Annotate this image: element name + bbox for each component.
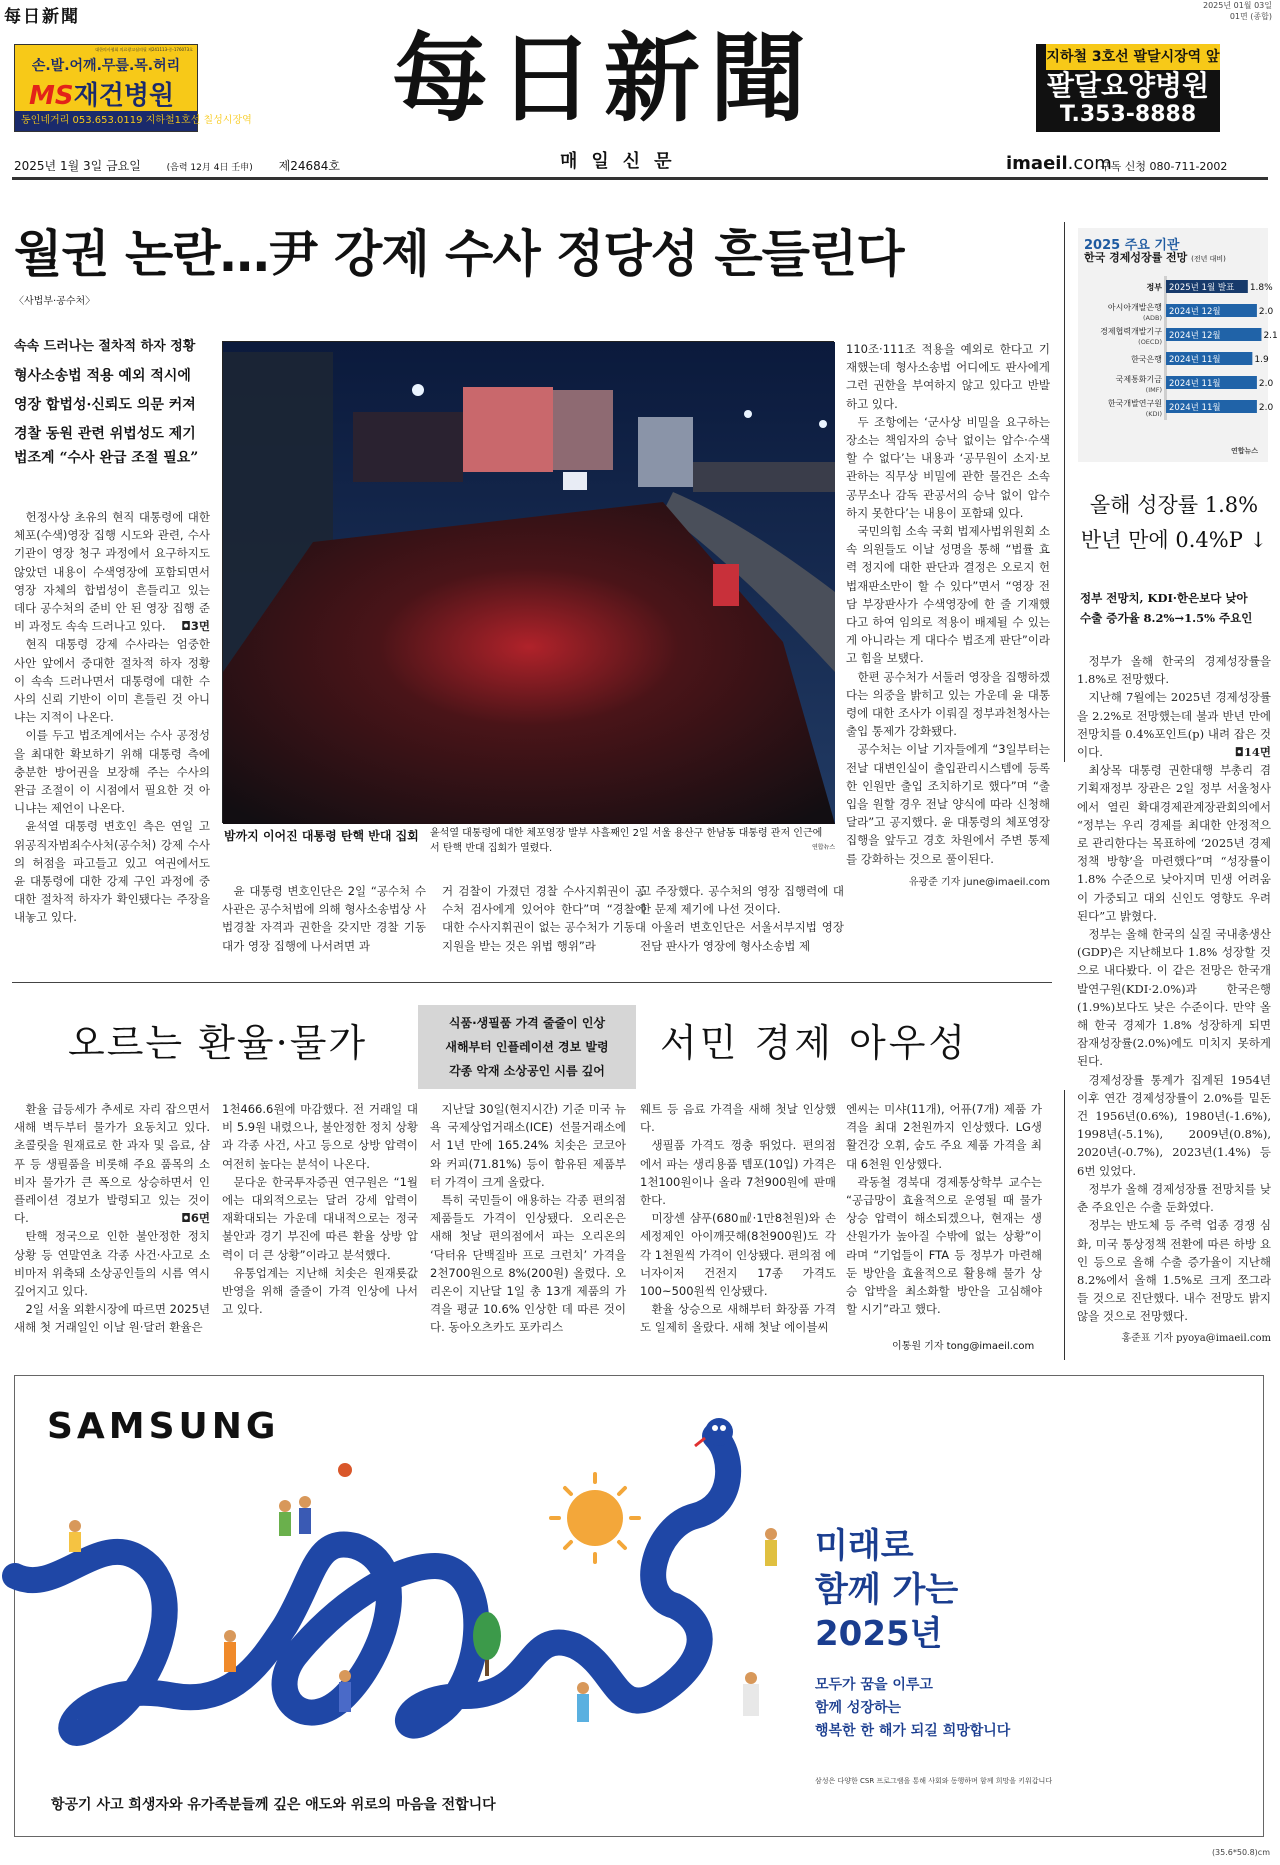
- ad-brand-ms: MS: [29, 81, 74, 111]
- ad-brand-name: 재건병원: [73, 81, 175, 111]
- chart-category-label: 국제통화기금: [1115, 375, 1162, 384]
- chart-title-text: 2025 주요 기관: [1084, 238, 1180, 253]
- chart-category-abbr: (KDI): [1145, 410, 1162, 418]
- street-light: [819, 420, 827, 428]
- edition-page: 01면 (종합): [1229, 12, 1272, 21]
- story2-subhead-box: [418, 1005, 636, 1089]
- paragraph: 공수처는 이날 기자들에게 “3일부터는 전날 대변인실이 출입관리시스템에 등록한 인원만 출입 조치하기로 했다”며 “출입을 원할 경우 전날 양식에 따라 신청해 달라”고 공지했다. 윤 대통령의 체포영장 집행을 앞두고 경호 차원에서 주변 통제를 강화하는 것으로 풀이된다.: [846, 742, 1050, 866]
- chart-value-label: 1.9: [1254, 355, 1269, 365]
- paragraph: 최상목 대통령 권한대행 부총리 겸 기획재정부 장관은 2일 정부 서울청사에서 열린 확대경제관계장관회의에서 “정부는 우리 경제를 최대한 안정적으로 관리한다는 목표하에 ‘2025년 경제정책 방향’을 마련했다”며 “성장률이 1.8% 수준으로 낮아지며 민생 어려움이 가중되고 대외 신인도 영향도 우려된다”고 밝혔다.: [1077, 763, 1271, 923]
- publish-date: 2025년 1월 3일 금요일: [14, 159, 141, 173]
- chart-value-label: 2.0: [1258, 307, 1274, 317]
- paragraph: 미장센 샴푸(680㎖·1만8천원)와 손세정제인 아이깨끗해(8천900원)도 각각 1천원씩 가격이 인상됐다. 편의점 에너자이저 건전지 17종 가격도 100~500원씩 인상됐다.: [640, 1211, 836, 1299]
- street-light: [744, 410, 752, 418]
- paragraph-text: 지난해 7월에는 2025년 경제성장률을 2.2%로 전망했는데 불과 반년 만에 전망치를 0.4%포인트(p) 내려 잡은 것이다.: [1077, 690, 1271, 760]
- chart-value-label: 2.0: [1258, 379, 1274, 389]
- snake-eye: [712, 1425, 718, 1431]
- issue-number: 제24684호: [278, 159, 340, 173]
- paragraph-text: 헌정사상 초유의 현직 대통령에 대한 체포(수색)영장 집행 시도와 관련, 수사기관이 영장 청구 과정에서 요구하지도 않았던 내용이 수색영장에 포함되면서 영장 자체의 합법성이 흔들리고 있는 데다 공수처의 준비 안 된 영장 집행 준비 과정도 속속 드러나고 있다.: [14, 510, 210, 634]
- chart-category-abbr: (IMF): [1145, 386, 1162, 394]
- ad-tagline: 손.발.어깨.무릎.목.허리: [31, 58, 181, 74]
- paragraph: 곽동철 경북대 경제통상학부 교수는 “공급망이 효율적으로 운영될 때 물가 상승 압력이 해소되겠으나, 현재는 생산원가가 높아질 수밖에 없는 상황”이라며 “기업들이 FTA 등 정부가 마련해 둔 방안을 효율적으로 활용해 물가 상승 압박을 최소화할 방안을 고심해야 할 시기”라고 했다.: [846, 1174, 1042, 1317]
- econ-subhead: [1080, 588, 1272, 628]
- column-divider: [1064, 222, 1065, 762]
- lead-headline[interactable]: 월권 논란…尹 강제 수사 정당성 흔들린다: [14, 225, 904, 283]
- ad-contact: 동인네거리 053.653.0119 지하철1호선 칠성시장역: [15, 111, 197, 131]
- site-name: imaeil: [1006, 153, 1068, 174]
- lunar-date: (음력 12月 4日 壬申): [166, 163, 253, 173]
- paragraph: 지난달 30일(현지시간) 기준 미국 뉴욕 국제상업거래소(ICE) 선물거래소에서 1년 만에 165.24% 치솟은 코코아와 커피(71.81%) 등이 함유된 제품부터 가격이 크게 올랐다.: [430, 1102, 626, 1189]
- building: [638, 417, 693, 487]
- samsung-ad[interactable]: [14, 1375, 1264, 1837]
- chart-bar-label: 2024년 11월: [1169, 403, 1221, 413]
- rally-photo[interactable]: [222, 341, 834, 823]
- paragraph: 거 검찰이 가졌던 경찰 수사지휘권이 공수처 검사에게 있어야 한다”며 “경찰에 대한 수사지휘권이 없는 공수처가 기동대 지원을 받는 것은 위법 행위”라: [442, 884, 646, 953]
- chart-category-label: 한국은행: [1131, 355, 1162, 364]
- chart-bar-label: 2024년 12월: [1169, 307, 1221, 317]
- chart-subtitle-note: (전년 대비): [1191, 255, 1226, 263]
- chart-value-label: 2.1: [1263, 331, 1278, 341]
- econ-subhead-line: 수출 증가율 8.2%→1.5% 주요인: [1080, 611, 1253, 625]
- page-ref[interactable]: ◘6면: [181, 1211, 210, 1226]
- econ-headline-line: 반년 만에 0.4%P ↓: [1080, 528, 1268, 552]
- masthead-subtitle: 매일신문: [560, 151, 686, 172]
- paragraph: 현직 대통령 강제 수사라는 엄중한 사안 앞에서 중대한 절차적 하자 정황이 속속 드러나면서 대통령에 대한 수사의 신뢰 기반이 이미 흔들린 것 아니냐는 지적이 나온다.: [14, 637, 210, 725]
- site-tld: .com: [1067, 153, 1112, 174]
- sun-icon: [551, 1474, 639, 1562]
- paragraph: 특히 국민들이 애용하는 각종 편의점 제품들도 가격이 인상됐다. 오리온은 새해 첫날 편의점에서 파는 오리온의 ‘닥터유 단백질바 프로 크런치’ 가격을 2천700원으로 8%(200원) 올렸다. 오리온이 지난달 1일 총 13개 제품의 가격을 평균 10.6% 인상한 데 따른 것이다. 동아오츠카도 포카리스: [430, 1193, 626, 1335]
- lead-subhead-2: [14, 362, 196, 449]
- paragraph: 생필품 가격도 껑충 뛰었다. 편의점에서 파는 생리용품 템포(10입) 가격은 1천100원이나 올라 7천900원에 판매한다.: [640, 1138, 836, 1208]
- paragraph-text: 환율 급등세가 추세로 자리 잡으면서 새해 벽두부터 물가가 요동치고 있다. 초콜릿을 원재료로 한 과자 및 음료, 샴푸 등 생필품을 비롯해 주요 품목의 소비자 물가가 큰 폭으로 상승하면서 인플레이션 경보가 발령되고 있는 것이다.: [14, 1102, 210, 1226]
- chart-value-label: 2.0: [1258, 403, 1274, 413]
- paragraph: 국민의힘 소속 국회 법제사법위원회 소속 의원들도 이날 성명을 통해 “법률 효력 정지에 대한 판단과 결정은 오로지 헌법재판소만이 할 수 있다”면서 “영장 전담 부장판사가 수색영장에 한 줄 기재했다고 하여 임의로 적용이 배제될 수 있는 게 아니라는 게 대다수 법조계 판단”이라고 힘을 보탰다.: [846, 524, 1050, 666]
- paragraph: 이를 두고 법조계에서는 수사 공정성을 최대한 확보하기 위해 대통령 측에 충분한 방어권을 보장해 주는 수사의 완급 조절이 이 시점에서 필요한 것 아니냐는 제언이 나온다.: [14, 728, 210, 816]
- story2-column-3: [430, 1100, 626, 1337]
- econ-headline[interactable]: [1076, 488, 1272, 558]
- econ-headline-line: 올해 성장률 1.8%: [1089, 493, 1259, 517]
- paragraph: 환율 상승으로 새해부터 화장품 가격도 일제히 올랐다. 새해 첫날 에이블씨: [640, 1302, 836, 1335]
- chart-subtitle-text: 한국 경제성장률 전망: [1084, 251, 1188, 264]
- masthead-rule: [12, 177, 1268, 180]
- chart-category-label: 아시아개발은행: [1107, 303, 1162, 312]
- chart-value-label: 1.8%: [1249, 283, 1273, 293]
- ad-paldal-hospital[interactable]: [1036, 44, 1220, 132]
- ad-ms-hospital[interactable]: [14, 44, 252, 132]
- paragraph: 유통업계는 지난해 치솟은 원재룟값 반영을 위해 줄줄이 가격 인상에 나서고 있다.: [222, 1265, 418, 1317]
- story2-subhead-line: 식품·생필품 가격 줄줄이 인상: [448, 1016, 606, 1030]
- ad-brand: [29, 75, 174, 112]
- lead-mid-column-2: [442, 882, 646, 955]
- samsung-fine-print: 삼성은 다양한 CSR 프로그램을 통해 사회와 동행하며 함께 희망을 키워갑니다: [815, 1777, 1053, 1785]
- photo-caption-title: 밤까지 이어진 대통령 탄핵 반대 집회: [224, 829, 419, 843]
- ad-size-note: (35.6*50.8)cm: [1211, 1848, 1270, 1857]
- samsung-headline-line: 2025년: [815, 1614, 943, 1654]
- ad-fine-print: 대한의사협회 의료광고심의필 제241113-중-176073호: [95, 47, 193, 52]
- dept-tag: 〈사법부·공수처〉: [14, 296, 96, 307]
- paragraph: 110조·111조 적용을 예외로 한다고 기재했는데 형사소송법 어디에도 판사에게 그런 권한을 부여하지 않고 있다고 반발하고 있다.: [846, 342, 1050, 411]
- chart-plot: [1078, 268, 1278, 448]
- column-divider: [1064, 1090, 1065, 1360]
- lead-mid-column-1: [222, 882, 426, 955]
- paragraph: 정부가 올해 한국의 경제성장률을 1.8%로 전망했다.: [1077, 654, 1271, 687]
- chart-bar-label: 2024년 11월: [1169, 379, 1221, 389]
- paragraph: 경제성장률 통계가 집계된 1954년 이후 연간 경제성장률이 2.0%를 밑돈 건 1956년(0.6%), 1980년(-1.6%), 1998년(-5.1%), 2009년(0.8%), 2020년(-0.7%), 2023년(1.4%) 등 6번 있었다.: [1077, 1072, 1271, 1178]
- story2-column-2: [222, 1100, 418, 1318]
- ad-location: 지하철 3호선 팔달시장역 앞: [1046, 44, 1220, 70]
- ad-phone: T.353-8888: [1059, 102, 1197, 127]
- samsung-subcopy: [815, 1674, 1010, 1743]
- edition-meta: [1203, 0, 1272, 22]
- paragraph: 고 주장했다. 공수처의 영장 집행력에 대한 문제 제기에 나선 것이다.: [640, 884, 844, 917]
- snake-head: [705, 1418, 733, 1446]
- section-rule: [12, 982, 1052, 983]
- paragraph: [1077, 688, 1271, 761]
- paragraph: 한편 공수처가 서둘러 영장을 집행하겠다는 의중을 밝히고 있는 가운데 윤 대통령에 대한 조사가 이뤄질 정부과천청사는 출입 통제가 강화됐다.: [846, 669, 1050, 739]
- byline: 홍준표 기자 pyoya@imaeil.com: [1121, 1332, 1271, 1344]
- ad-hospital-name: 팔달요양병원: [1046, 69, 1210, 102]
- lead-subhead-line: 형사소송법 적용 예외 적시에: [14, 368, 191, 384]
- story2-subhead-line: 각종 악재 소상공인 시름 깊어: [449, 1064, 605, 1078]
- story2-column-5: [846, 1100, 1042, 1318]
- page-ref[interactable]: ◘14면: [1234, 745, 1271, 760]
- photo-caption: 윤석열 대통령에 대한 체포영장 발부 사흘째인 2일 서울 용산구 한남동 대통령 관저 인근에서 탄핵 반대 집회가 열렸다.: [430, 828, 823, 854]
- basketball-icon: [338, 1463, 352, 1477]
- chart-bar-label: 2024년 12월: [1169, 331, 1221, 341]
- samsung-headline: [815, 1524, 958, 1656]
- chart-category-label: 경제협력개발기구: [1100, 327, 1162, 336]
- samsung-subcopy-line: 모두가 꿈을 이루고: [815, 1677, 933, 1693]
- growth-forecast-chart: [1078, 228, 1278, 462]
- paragraph: 탄핵 정국으로 인한 불안정한 정치 상황 등 연말연초 각종 사건·사고로 소비마저 위축돼 소상공인들의 시름 역시 깊어지고 있다.: [14, 1229, 210, 1299]
- paragraph: [14, 508, 210, 635]
- paragraph: 문다운 한국투자증권 연구원은 “1월에는 대외적으로는 달러 강세 압력이 재확대되는 가운데 대내적으로는 정국 불안과 경기 부진에 따른 환율 상방 압력이 더 큰 상황”이라고 분석했다.: [222, 1174, 418, 1262]
- chart-bar-label: 2024년 11월: [1169, 355, 1221, 365]
- building: [463, 387, 553, 472]
- story2-column-4: [640, 1100, 836, 1337]
- page-ref[interactable]: ◘3면: [181, 619, 210, 634]
- lead-subhead-line: 영장 합법성·신뢰도 의문 커져: [14, 397, 196, 413]
- lead-mid-column-3: [640, 882, 844, 955]
- chart-category-abbr: (ADB): [1143, 314, 1162, 322]
- mourning-message: 항공기 사고 희생자와 유가족분들께 깊은 애도와 위로의 마음을 전합니다: [51, 1797, 496, 1813]
- chart-category-abbr: (OECD): [1138, 338, 1162, 346]
- samsung-headline-line: 미래로: [815, 1526, 914, 1566]
- lead-left-column: [14, 508, 210, 927]
- subscribe-info: 구독 신청 080-711-2002: [1100, 160, 1228, 173]
- chart-axis: [1164, 276, 1167, 420]
- paragraph: 엔씨는 미샤(11개), 어퓨(7개) 제품 가격을 최대 2천원까지 인상했다. LG생활건강 오휘, 숨도 주요 제품 가격을 최대 6천원 인상했다.: [846, 1102, 1042, 1171]
- paragraph: 정부가 올해 경제성장률 전망치를 낮춘 주요인은 수출 둔화였다.: [1077, 1181, 1271, 1215]
- paragraph: 웨트 등 음료 가격을 새해 첫날 인상했다.: [640, 1102, 836, 1135]
- story2-column-1: [14, 1100, 210, 1337]
- econ-body: [1077, 652, 1271, 1348]
- ribbon-path: [15, 1436, 728, 1733]
- paragraph: 아울러 변호인단은 서울서부지법 영장 전담 판사가 영장에 형사소송법 제: [640, 920, 844, 953]
- rally-photo-image: [223, 342, 835, 824]
- chart-source: 연합뉴스: [1230, 447, 1258, 455]
- chart-category-label: 정부: [1146, 283, 1162, 292]
- chart-bar-label: 2025년 1월 발표: [1169, 283, 1235, 293]
- overpass: [693, 462, 835, 492]
- paragraph: 1천466.6원에 마감했다. 전 거래일 대비 5.9원 내렸으나, 불안정한 정치 상황과 각종 사건, 사고 등으로 상방 압력이 여전히 높다는 분석이 나온다.: [222, 1102, 418, 1171]
- story2-subhead-line: 새해부터 인플레이션 경보 발령: [445, 1040, 609, 1054]
- byline: 유광준 기자 june@imaeil.com: [908, 876, 1050, 888]
- screen-light: [563, 472, 587, 490]
- paragraph: 정부는 올해 한국의 실질 국내총생산(GDP)은 지난해보다 1.8% 성장할 것으로 내다봤다. 이 같은 전망은 한국개발연구원(KDI·2.0%)과 한국은행(1.9%)보다도 낮은 수준이다. 만약 올해 한국 경제가 1.8% 성장하게 되면 잠재성장률(2.0%)에도 미치지 못하게 된다.: [1077, 927, 1271, 1069]
- paragraph: 정부는 반도체 등 주력 업종 경쟁 심화, 미국 통상정책 전환에 따른 하방 요인 등으로 올해 수출 증가율이 지난해 8.2%에서 올해 1.5%로 크게 쪼그라들 것으로 진단했다. 내수 전망도 밝지 않을 것으로 전망했다.: [1077, 1218, 1271, 1324]
- samsung-subcopy-line: 함께 성장하는: [815, 1700, 902, 1716]
- small-masthead-logo: 每日新聞: [4, 7, 80, 27]
- econ-subhead-line: 정부 전망치, KDI·한은보다 낮아: [1080, 591, 1248, 605]
- samsung-subcopy-line: 행복한 한 해가 되길 희망합니다: [815, 1723, 1011, 1739]
- chart-subtitle: [1084, 249, 1226, 265]
- paragraph: 2일 서울 외환시장에 따르면 2025년 새해 첫 거래일인 이날 원·달러 환율은: [14, 1302, 211, 1335]
- site-url[interactable]: [1006, 153, 1112, 174]
- lead-subhead-3: 법조계 “수사 완급 조절 필요”: [14, 450, 199, 466]
- street-light: [412, 384, 424, 396]
- lead-subhead-line: 경찰 동원 관련 위법성도 제기: [14, 426, 196, 442]
- paragraph: 윤석열 대통령 변호인 측은 연일 고위공직자범죄수사처(공수처) 강제 수사의 허점을 파고들고 있고 여권에서도 윤 대통령에 대한 강제 구인 과정에 중대한 절차적 하자가 확인됐다는 주장을 내놓고 있다.: [14, 819, 210, 925]
- story2-headline-right[interactable]: 서민 경제 아우성: [660, 1021, 969, 1065]
- paragraph: [14, 1100, 210, 1227]
- banner: [713, 564, 739, 606]
- samsung-logo: SAMSUNG: [47, 1406, 280, 1447]
- ribbon-2025-illustration: [15, 1396, 815, 1796]
- story2-headline-left[interactable]: 오르는 환율·물가: [68, 1021, 368, 1065]
- paragraph: 윤 대통령 변호인단은 2일 “공수처 수사관은 공수처법에 의해 형사소송법상 사법경찰 자격과 권한을 갖지만 경찰 기동대가 영장 집행에 나서려면 과: [222, 884, 426, 953]
- lead-right-column: [846, 340, 1050, 892]
- samsung-headline-line: 함께 가는: [815, 1570, 959, 1610]
- building: [553, 390, 613, 470]
- building: [353, 412, 463, 482]
- snake-eye: [720, 1425, 726, 1431]
- chart-category-label: 한국개발연구원: [1107, 399, 1162, 408]
- edition-date: 2025년 01월 03일: [1203, 1, 1272, 10]
- masthead-title: 每日新聞: [392, 22, 816, 135]
- paragraph: 두 조항에는 ‘군사상 비밀을 요구하는 장소는 책임자의 승낙 없이는 압수·수색할 수 없다’는 내용과 ‘공무원이 소지·보관하는 직무상 비밀에 관한 물건은 소속 공무소나 감독 관공서의 승낙 없이 압수하지 못한다’는 내용이 포함돼 있다.: [846, 414, 1050, 520]
- dateline: [14, 157, 362, 174]
- byline: 이통원 기자 tong@imaeil.com: [892, 1341, 1035, 1352]
- photo-credit: 연합뉴스: [812, 844, 836, 851]
- lead-subhead-1: 속속 드러나는 절차적 하자 정황: [14, 339, 196, 354]
